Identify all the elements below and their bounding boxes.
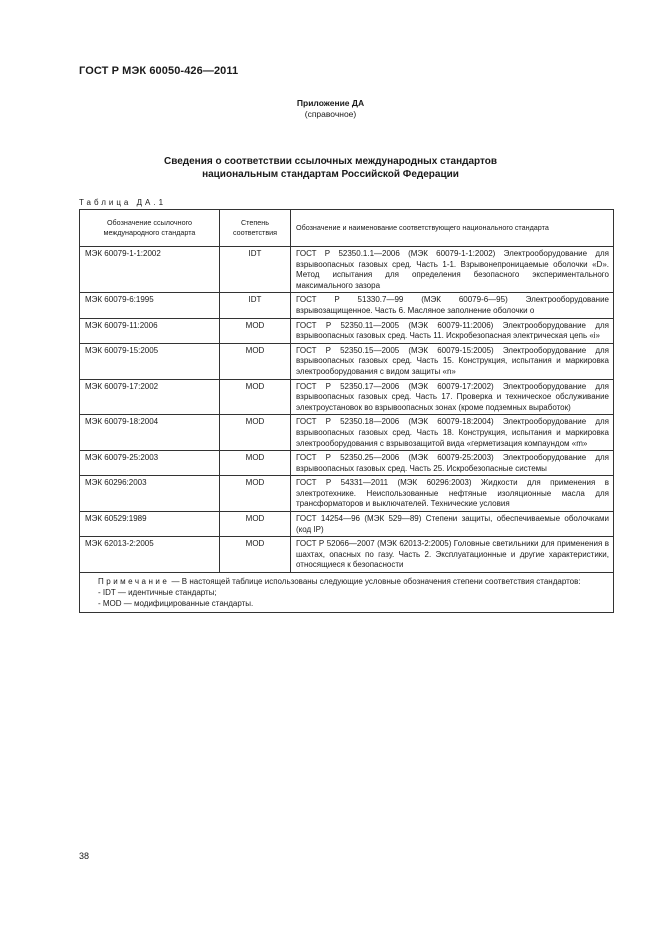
degree-cell: MOD xyxy=(220,415,291,451)
national-standard-cell: ГОСТ 14254—96 (МЭК 529—89) Степени защиты, обеспечиваемые оболочками (код IP) xyxy=(291,512,614,537)
table-body xyxy=(80,247,614,573)
national-standard-cell: ГОСТ Р 52350.11—2005 (МЭК 60079-11:2006) Электрооборудование для взрывоопасных газовых сред. Часть 11. Искробезопасная электрическая цепь «i» xyxy=(291,318,614,343)
degree-cell: IDT xyxy=(220,293,291,318)
table-row xyxy=(80,476,614,512)
column-header-reference: Обозначение ссылочного международного стандарта xyxy=(80,210,220,247)
table-row xyxy=(80,537,614,573)
national-standard-cell: ГОСТ Р 52350.18—2006 (МЭК 60079-18:2004) Электрооборудование для взрывоопасных газовых сред. Часть 18. Конструкция, испытания и маркировка электрооборудования с взрывозащитой вида «герметизация компаундом «m» xyxy=(291,415,614,451)
appendix-heading xyxy=(0,98,661,120)
national-standard-cell: ГОСТ Р 52350.15—2005 (МЭК 60079-15:2005) Электрооборудование для взрывоопасных газовых сред. Часть 15. Конструкция, испытания и маркировка электрооборудования с видом защиты «n» xyxy=(291,343,614,379)
note-item-idt: - IDT — идентичные стандарты; xyxy=(98,588,217,598)
degree-cell: MOD xyxy=(220,476,291,512)
correspondence-table xyxy=(79,209,613,613)
document-header-title: ГОСТ Р МЭК 60050-426—2011 xyxy=(79,65,239,77)
reference-cell: МЭК 60079-11:2006 xyxy=(80,318,220,343)
reference-cell: МЭК 60079-1-1:2002 xyxy=(80,247,220,293)
national-standard-cell: ГОСТ Р 54331—2011 (МЭК 60296:2003) Жидкости для применения в электротехнике. Неиспользованные нефтяные изоляционные масла для трансформаторов и выключателей. Технические условия xyxy=(291,476,614,512)
table-row xyxy=(80,415,614,451)
section-title-line-1: Сведения о соответствии ссылочных международных стандартов xyxy=(163,156,498,167)
column-header-national: Обозначение и наименование соответствующего национального стандарта xyxy=(291,210,614,247)
reference-cell: МЭК 60079-18:2004 xyxy=(80,415,220,451)
note-body: — В настоящей таблице использованы следующие условные обозначения степени соответствия стандартов: xyxy=(171,577,581,587)
section-title-line-2: национальным стандартам Российской Федерации xyxy=(202,168,459,180)
table-header-row xyxy=(80,210,614,247)
table-row xyxy=(80,512,614,537)
degree-cell: MOD xyxy=(220,537,291,573)
appendix-title: Приложение ДА xyxy=(296,98,365,108)
degree-cell: MOD xyxy=(220,451,291,476)
table-row xyxy=(80,379,614,415)
column-header-degree: Степень соответствия xyxy=(220,210,291,247)
degree-cell: MOD xyxy=(220,512,291,537)
reference-cell: МЭК 60079-15:2005 xyxy=(80,343,220,379)
national-standard-cell: ГОСТ Р 52350.17—2006 (МЭК 60079-17:2002) Электрооборудование для взрывоопасных газовых сред. Часть 17. Проверка и техническое обслуживание электроустановок во взрывоопасных зонах (кроме подземных выработок) xyxy=(291,379,614,415)
degree-cell: IDT xyxy=(220,247,291,293)
note-item-mod: - MOD — модифицированные стандарты. xyxy=(98,599,254,609)
national-standard-cell: ГОСТ Р 51330.7—99 (МЭК 60079-6—95) Электрооборудование взрывозащищенное. Часть 6. Масляное заполнение оболочки о xyxy=(291,293,614,318)
degree-cell: MOD xyxy=(220,343,291,379)
national-standard-cell: ГОСТ Р 52350.1.1—2006 (МЭК 60079-1-1:2002) Электрооборудование для взрывоопасных газовых сред. Часть 1-1. Взрывонепроницаемые оболочки «D». Метод испытания для определения безопасного экспериментального максимального зазора xyxy=(291,247,614,293)
reference-cell: МЭК 60079-6:1995 xyxy=(80,293,220,318)
reference-cell: МЭК 60296:2003 xyxy=(80,476,220,512)
reference-cell: МЭК 60529:1989 xyxy=(80,512,220,537)
reference-cell: МЭК 60079-25:2003 xyxy=(80,451,220,476)
page-number: 38 xyxy=(79,851,90,861)
table-label: Таблица ДА.1 xyxy=(79,198,167,207)
table-row xyxy=(80,343,614,379)
table-row xyxy=(80,247,614,293)
reference-cell: МЭК 60079-17:2002 xyxy=(80,379,220,415)
national-standard-cell: ГОСТ Р 52350.25—2006 (МЭК 60079-25:2003) Электрооборудование для взрывоопасных газовых сред. Часть 25. Искробезопасные системы xyxy=(291,451,614,476)
table-row xyxy=(80,451,614,476)
appendix-subtitle: (справочное) xyxy=(304,109,357,119)
national-standard-cell: ГОСТ Р 52066—2007 (МЭК 62013-2:2005) Головные светильники для применения в шахтах, опасных по газу. Часть 2. Эксплуатационные и другие характеристики, относящиеся к безопасности xyxy=(291,537,614,573)
table-note xyxy=(80,573,614,613)
degree-cell: MOD xyxy=(220,379,291,415)
note-text xyxy=(88,576,605,587)
table-row xyxy=(80,318,614,343)
reference-cell: МЭК 62013-2:2005 xyxy=(80,537,220,573)
table-row xyxy=(80,293,614,318)
note-label: Примечание xyxy=(98,577,170,587)
section-title xyxy=(0,156,661,181)
table-note-row xyxy=(80,573,614,613)
degree-cell: MOD xyxy=(220,318,291,343)
